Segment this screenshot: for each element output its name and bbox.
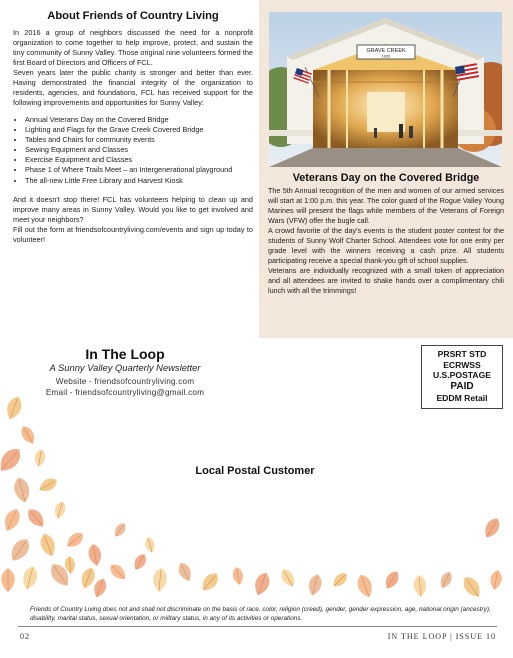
veterans-paragraph-1: The 5th Annual recognition of the men and women of our armed services will start at 1:00 p.m. this year. The color guard of the Rogue Valley Young Marines will present the flags while members of the Veterans of Foreign Wars (VFW) offer the bugle call. — [268, 186, 504, 225]
newsletter-subtitle: A Sunny Valley Quarterly Newsletter — [49, 362, 201, 373]
leaf-shape — [489, 569, 504, 591]
leaf-shape — [438, 570, 455, 591]
improvements-list — [25, 115, 253, 186]
leaf-shape — [481, 515, 503, 540]
leaf-shape — [53, 500, 67, 520]
bridge-sign-year: 1920 — [381, 54, 391, 59]
leaf-shape — [231, 566, 244, 585]
newsletter-title: In The Loop — [85, 346, 165, 362]
leaf-shape — [413, 575, 427, 598]
list-item: • Phase 1 of Where Trails Meet – an Intergenerational playground — [25, 165, 253, 175]
leaf-shape — [278, 567, 298, 590]
veterans-paragraph-2: A crowd favorite of the day's events is the student poster contest for the students of Sunny Wolf Charter School. Attendees vote for one entry per grade level with the winners receiving a cash prize. All students participating receive a special thank-you gift of school supplies. — [268, 226, 504, 265]
about-paragraph-1: In 2016 a group of neighbors discussed the need for a nonprofit organization to come together to help improve, protect, and sustain the tiny community of Sunny Valley. Those original nine volunteers formed the first Board of Directors and Officers of FCL. — [13, 28, 253, 67]
postage-line: EDDM Retail — [436, 392, 488, 403]
leaf-shape — [20, 565, 39, 592]
leaf-shape — [382, 569, 402, 592]
leaf-shape — [355, 572, 376, 599]
about-paragraph-3: And it doesn't stop there! FCL has volunteers helping to clean up and improve many areas in Sunny Valley. Would you like to get involved and meet your neighbors? — [13, 194, 253, 224]
about-paragraph-4: Fill out the form at friendsofcountryliving.com/events and sign up today to volunteer! — [13, 224, 253, 244]
leaf-shape — [37, 475, 60, 495]
about-title: About Friends of Country Living — [47, 10, 219, 22]
about-paragraph-2: Seven years later the public charity is stronger and better than ever. Having demonstrated the financial integrity of the organization to residents, agencies, and foundations, FCL has received support for the following improvements and opportunities for Sunny Valley: — [13, 68, 253, 107]
leaf-shape — [131, 552, 149, 573]
leaf-shape — [0, 444, 25, 476]
footer-divider — [18, 626, 497, 627]
leaf-shape — [1, 568, 15, 592]
veterans-paragraph-3: Veterans are individually recognized with a small token of appreciation and all attendees are invited to shake hands over a complimentary chili lunch with all the trimmings! — [268, 266, 504, 295]
leaf-shape — [330, 570, 350, 590]
leaf-shape — [144, 536, 157, 554]
bridge-sign-text: GRAVE CREEK — [366, 48, 406, 54]
veterans-title: Veterans Day on the Covered Bridge — [292, 172, 480, 184]
issue-label: IN THE LOOP | ISSUE 10 — [387, 632, 496, 641]
leaf-shape — [87, 543, 103, 567]
leaf-shape — [12, 476, 33, 505]
leaf-shape — [91, 577, 108, 600]
veterans-section — [259, 0, 513, 338]
leaf-shape — [306, 573, 324, 597]
list-item: • The all-new Little Free Library and Harvest Kiosk — [25, 176, 253, 186]
leaf-shape — [4, 394, 25, 421]
leaf-shape — [176, 561, 195, 584]
about-section — [13, 10, 253, 245]
leaf-shape — [198, 570, 222, 595]
postage-line: U.S.POSTAGE — [432, 370, 492, 380]
page-number: 02 — [20, 632, 30, 641]
nondiscrimination-disclaimer: Friends of Country Living does not and shall not discriminate on the basis of race, color, religion (creed), gender, gender expression, age, national origin (ancestry), disability, marital status, sexual orientation, or military status, in any of its activities or operations. — [30, 606, 491, 622]
mailer-panel — [0, 340, 513, 602]
leaf-shape — [18, 424, 38, 447]
leaf-shape — [7, 535, 34, 565]
postage-indicia — [421, 345, 503, 409]
leaf-shape — [33, 448, 46, 467]
leaf-shape — [64, 529, 87, 550]
postage-line: ECRWSS — [443, 359, 481, 370]
list-item: • Sewing Equipment and Classes — [25, 145, 253, 155]
list-item: • Tables and Chairs for community events — [25, 135, 253, 145]
leaf-shape — [252, 570, 273, 597]
postage-line: PRSRT STD — [437, 349, 487, 359]
email-line: Email - friendsofcountryliving@gmail.com — [45, 388, 205, 397]
leaf-shape — [112, 521, 129, 539]
list-item: • Annual Veterans Day on the Covered Bridge — [25, 115, 253, 125]
leaf-shape — [152, 567, 168, 592]
website-line: Website - friendsofcountryliving.com — [55, 377, 195, 386]
leaf-shape — [38, 531, 59, 558]
leaf-shape — [24, 506, 48, 531]
list-item: • Lighting and Flags for the Grave Creek Covered Bridge — [25, 125, 253, 135]
postage-paid: PAID — [450, 380, 474, 392]
leaf-shape — [1, 506, 23, 533]
list-item: • Exercise Equipment and Classes — [25, 155, 253, 165]
leaf-shape — [460, 573, 485, 600]
covered-bridge-photo — [269, 12, 502, 167]
recipient-label: Local Postal Customer — [195, 465, 315, 477]
leaf-shape — [107, 561, 129, 583]
